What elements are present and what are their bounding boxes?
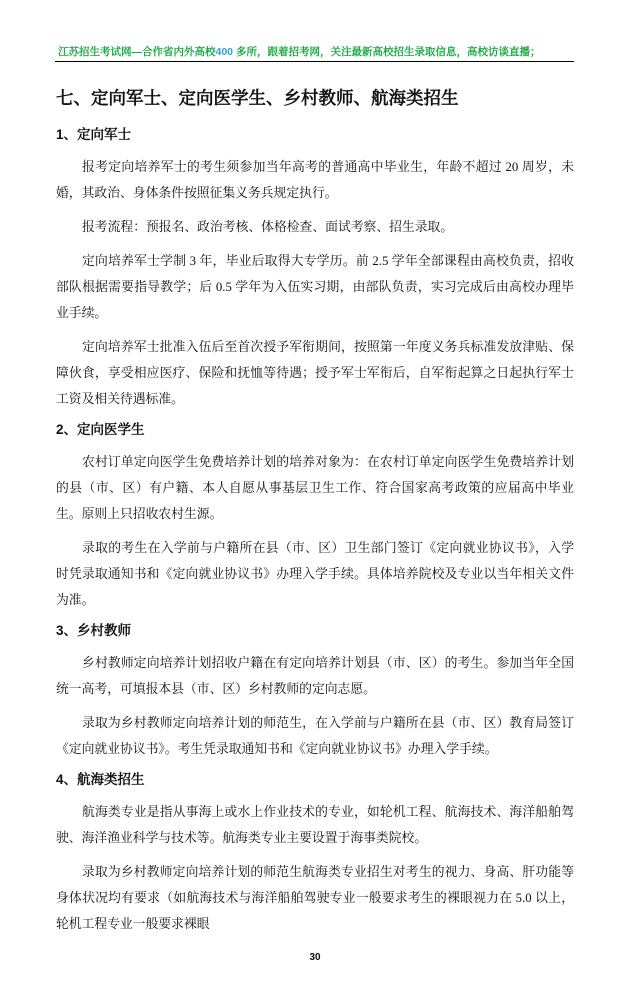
section-rural-teacher <box>56 621 574 762</box>
paragraph: 农村订单定向医学生免费培养计划的培养对象为：在农村订单定向医学生免费培养计划的县（市、区）有户籍、本人自愿从事基层卫生工作、符合国家高考政策的应届高中毕业生。原则上只招收农村生源。 <box>56 455 574 521</box>
paragraph: 录取的考生在入学前与户籍所在县（市、区）卫生部门签订《定向就业协议书》，入学时凭录取通知书和《定向就业协议书》办理入学手续。具体培养院校及专业以当年相关文件为准。 <box>56 541 574 607</box>
paragraph: 定向培养军士批准入伍后至首次授予军衔期间，按照第一年度义务兵标准发放津贴、保障伙食，享受相应医疗、保险和抚恤等待遇；授予军士军衔后，自军衔起算之日起执行军士工资及相关待遇标准。 <box>56 340 574 406</box>
header-text: 江苏招生考试网—合作省内外高校 <box>58 46 216 58</box>
paragraph: 报考流程：预报名、政治考核、体格检查、面试考察、招生录取。 <box>82 220 454 234</box>
header-text-rest: 多所，跟着招考网，关注最新高校招生录取信息，高校访谈直播； <box>235 46 541 58</box>
paragraph: 录取为乡村教师定向培养计划的师范生航海类专业招生对考生的视力、身高、肝功能等身体状况均有要求（如航海技术与海洋船舶驾驶专业一般要求考生的裸眼视力在 5.0 以上，轮机工程专业一般要求裸眼 <box>56 865 574 931</box>
section-medical <box>56 420 574 613</box>
section-heading: 2、定向医学生 <box>56 422 145 437</box>
chapter-title: 七、定向军士、定向医学生、乡村教师、航海类招生 <box>56 88 459 108</box>
paragraph: 乡村教师定向培养计划招收户籍在有定向培养计划县（市、区）的考生。参加当年全国统一高考，可填报本县（市、区）乡村教师的定向志愿。 <box>56 656 574 696</box>
paragraph: 定向培养军士学制 3 年，毕业后取得大专学历。前 2.5 学年全部课程由高校负责，招收部队根据需要指导教学；后 0.5 学年为入伍实习期，由部队负责，实习完成后由高校办理毕业手续。 <box>56 254 574 320</box>
section-maritime <box>56 770 574 937</box>
paragraph: 录取为乡村教师定向培养计划的师范生，在入学前与户籍所在县（市、区）教育局签订《定向就业协议书》。考生凭录取通知书和《定向就业协议书》办理入学手续。 <box>56 716 574 756</box>
section-heading: 4、航海类招生 <box>56 772 145 787</box>
page-number: 30 <box>309 952 321 963</box>
section-heading: 1、定向军士 <box>56 127 132 142</box>
section-military <box>56 125 574 412</box>
section-heading: 3、乡村教师 <box>56 623 132 638</box>
paragraph: 航海类专业是指从事海上或水上作业技术的专业，如轮机工程、航海技术、海洋船舶驾驶、海洋渔业科学与技术等。航海类专业主要设置于海事类院校。 <box>56 805 574 845</box>
header-number: 400 <box>215 46 234 58</box>
paragraph: 报考定向培养军士的考生须参加当年高考的普通高中毕业生，年龄不超过 20 周岁，未婚，其政治、身体条件按照征集义务兵规定执行。 <box>56 160 574 200</box>
